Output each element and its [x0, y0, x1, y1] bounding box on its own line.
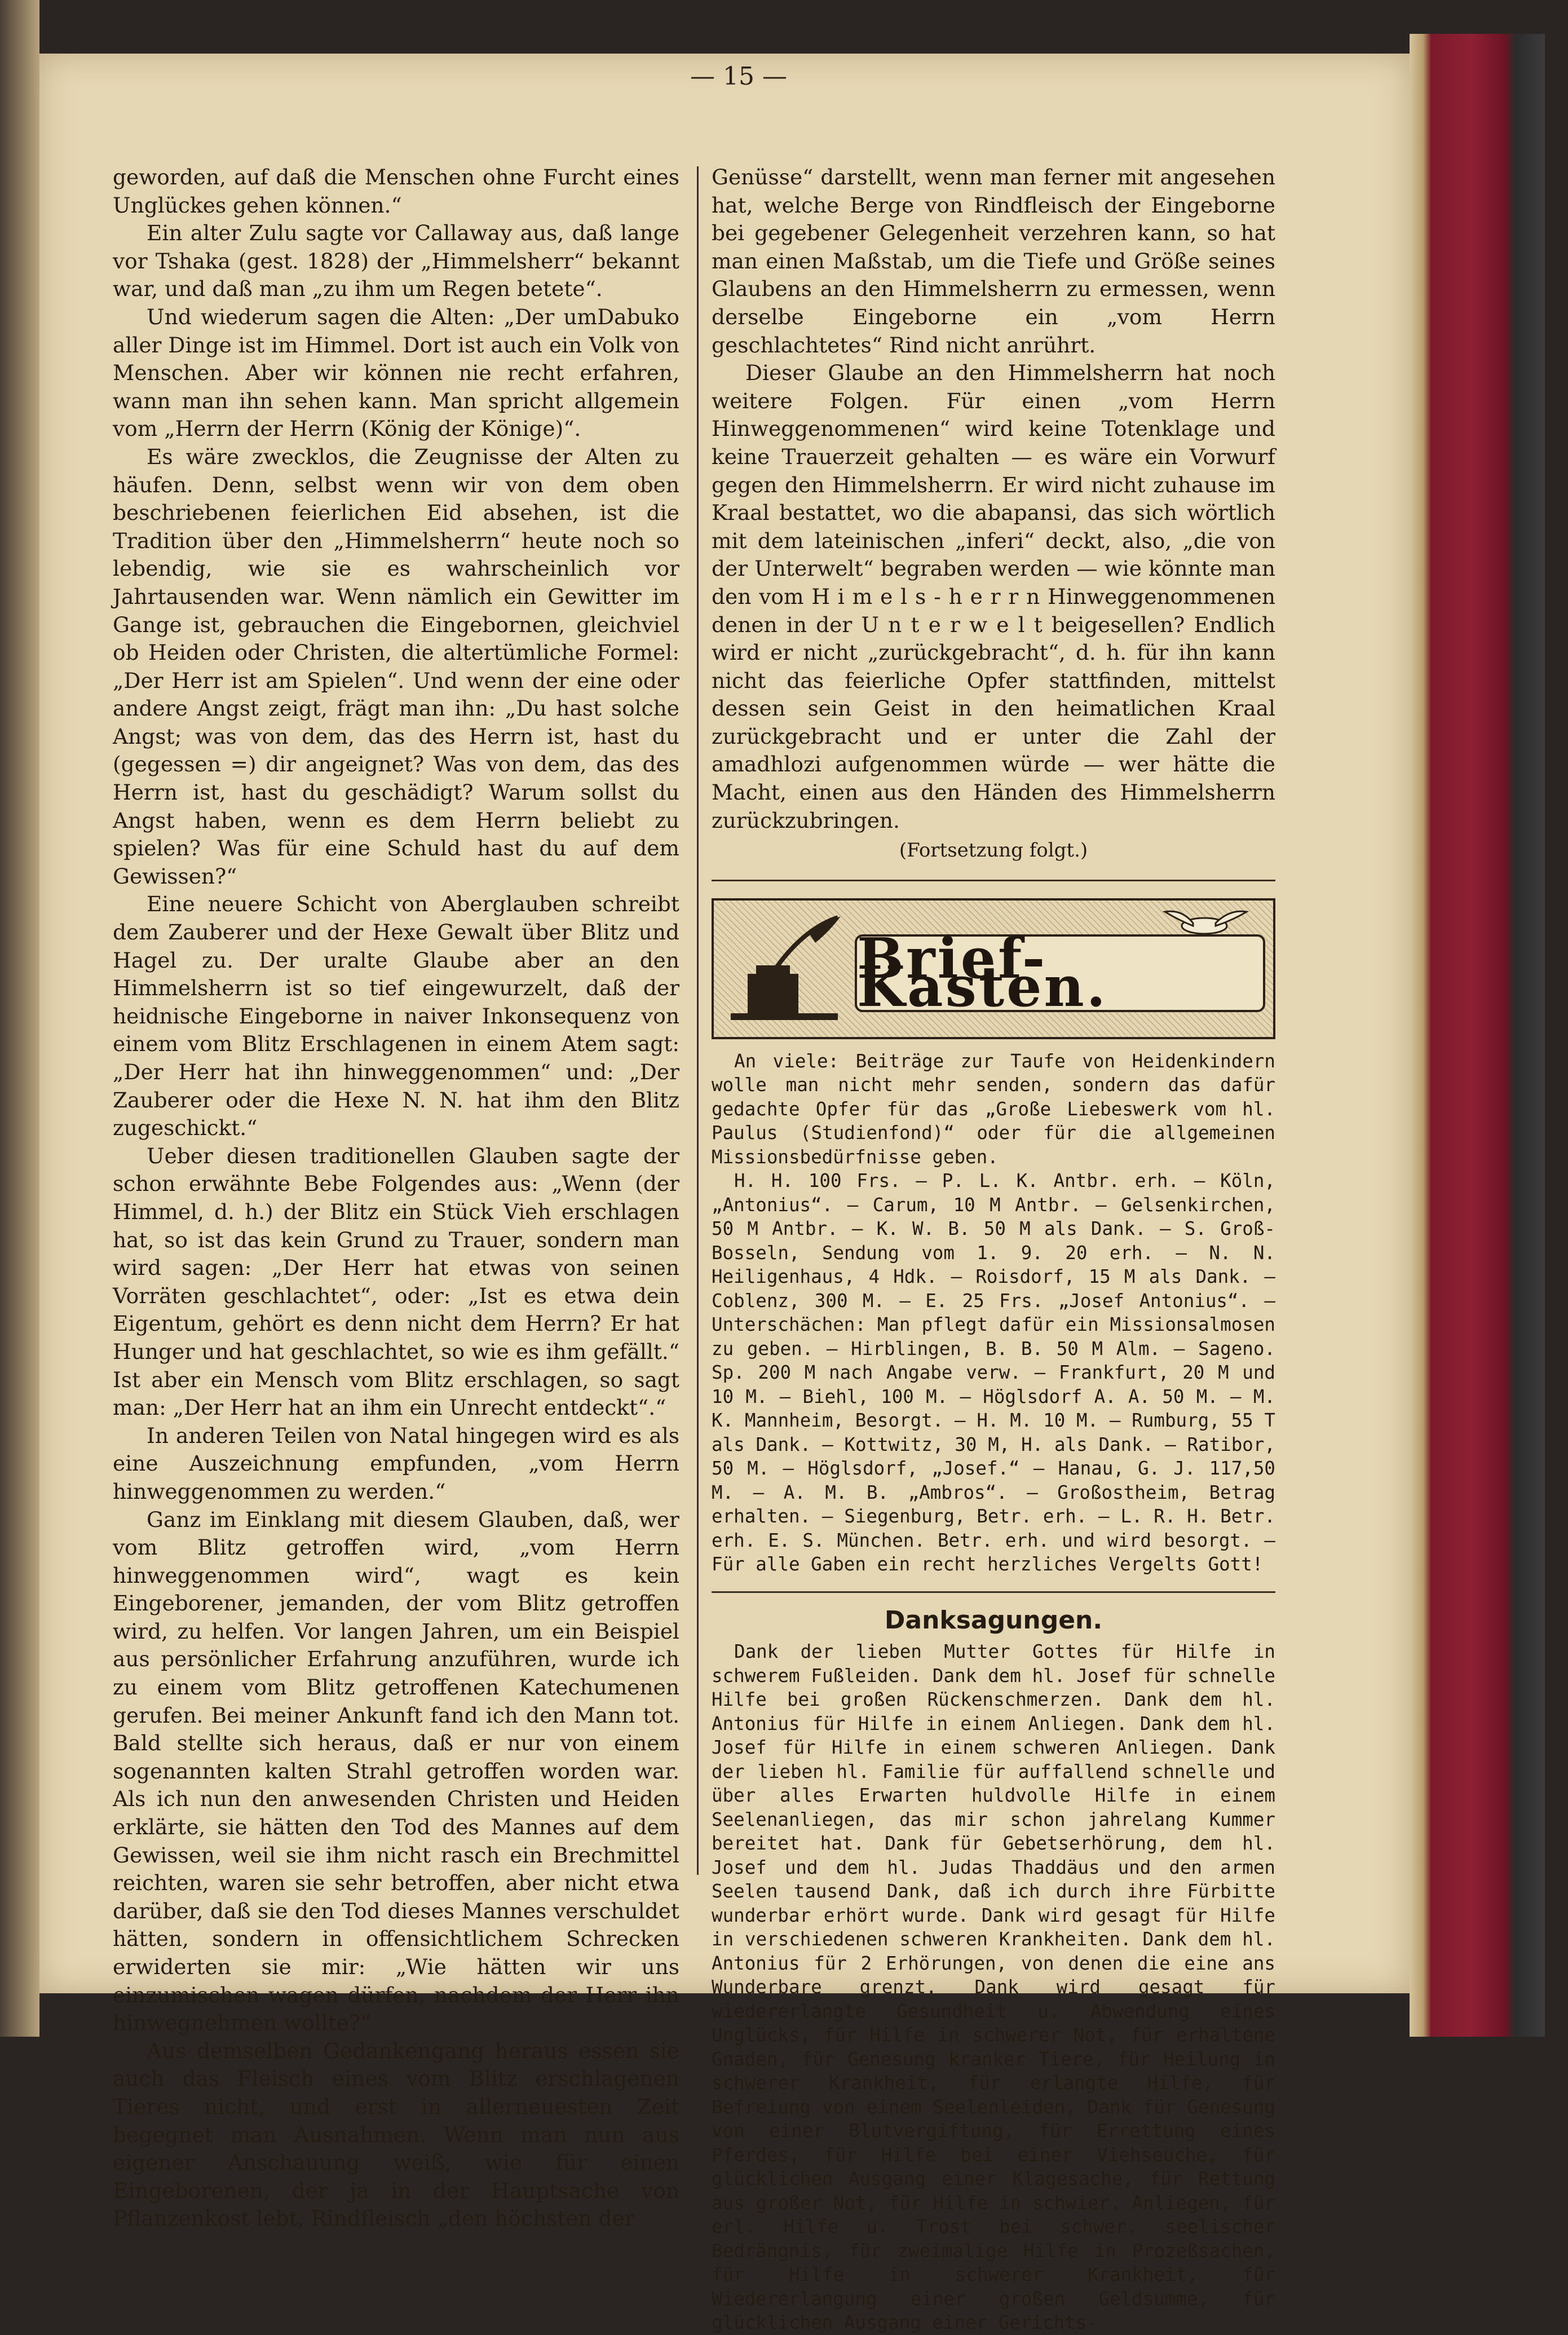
- section-rule: [712, 880, 1275, 881]
- paragraph: Dank der lieben Mutter Gottes für Hilfe in schwerem Fußleiden. Dank dem hl. Josef für schnelle Hilfe bei großen Rückenschmerzen. Dank dem hl. Antonius für Hilfe in einem Anliegen. Dank dem hl. Josef für Hilfe in einem schweren Anliegen. Dank der lieben hl. Familie für auffallend schnelle und über alles Erwarten huldvolle Hilfe in einem Seelenanliegen, das mir schon jahrelang Kummer bereitet hat. Dank für Gebetserhörung, dem hl. Josef und dem hl. Judas Thaddäus und den armen Seelen tausend Dank, daß ich durch ihre Fürbitte wunderbar erhört wurde. Dank wird gesagt für Hilfe in verschiedenen schweren Krankheiten. Dank dem hl. Antonius für 2 Erhörungen, von denen die eine ans Wunderbare grenzt. Dank wird gesagt für wiedererlangte Gesundheit u. Abwendung eines Unglücks, für Hilfe in schwerer Not, für erhaltene Gnaden, für Genesung kranker Tiere, für Heilung in schwerer Krankheit, für erlangte Hilfe, für Befreiung von einem Seelenleiden, Dank für Genesung von einer Blutvergiftung, für Errettung eines Pferdes, für Hilfe bei einer Viehseuche, für glücklichen Ausgang einer Klagesache, für Rettung aus großer Not, für Hilfe in schwier. Anliegen, für erl. Hilfe u. Trost bei schwer. seelischer Bedrängnis, für zweimalige Hilfe in Prozeßsachen, für Hilfe in schwerer Krankheit, für Wiedererlangung einer großen Geldsumme, für glücklichen Ausgang einer Gerichts-: [712, 1641, 1275, 2334]
- column-divider: [697, 166, 699, 1875]
- brief-kasten-banner: [712, 898, 1275, 1039]
- paragraph: Und wiederum sagen die Alten: „Der umDabuko aller Dinge ist im Himmel. Dort ist auch ein Volk von Menschen. Aber wir können nie recht erfahren, wann man ihn sehen kann. Man spricht allgemein vom „Herrn der Herrn (König der Könige)“.: [113, 304, 679, 442]
- danksagungen-title: Danksagungen.: [884, 1605, 1103, 1635]
- left-column: [113, 164, 679, 2233]
- inkwell-quill-icon: [725, 912, 843, 1025]
- brief-kasten-title: Brief-Kasten.: [857, 926, 1108, 1019]
- page-number: — 15 —: [690, 62, 787, 91]
- brief-kasten-section: [712, 1049, 1275, 1577]
- paragraph: Ein alter Zulu sagte vor Callaway aus, daß lange vor Tshaka (gest. 1828) der „Himmelsherr“ bekannt war, und daß man „zu ihm um Regen betete“.: [113, 220, 679, 302]
- paragraph: Genüsse“ darstellt, wenn man ferner mit angesehen hat, welche Berge von Rindfleisch der Eingeborne bei gegebener Gelegenheit verzehren kann, so hat man einen Maßstab, um die Tiefe und Größe seines Glaubens an den Himmelsherrn zu ermessen, wenn derselbe Eingeborne ein „vom Herrn geschlachtetes“ Rind nicht anrührt.: [712, 165, 1275, 357]
- paragraph: Ganz im Einklang mit diesem Glauben, daß, wer vom Blitz getroffen wird, „vom Herrn hinweggenommen wird“, wagt es kein Eingeborener, jemanden, der vom Blitz getroffen wird, zu helfen. Vor langen Jahren, um ein Beispiel aus persönlicher Erfahrung anzuführen, wurde ich zu einem vom Blitz getroffenen Katechumenen gerufen. Bei meiner Ankunft fand ich den Mann tot. Bald stellte sich heraus, daß er nur von einem sogenannten kalten Strahl getroffen worden war. Als ich nun den anwesenden Christen und Heiden erklärte, sie hätten den Tod des Mannes auf dem Gewissen, weil sie ihm nicht rasch ein Brechmittel reichten, waren sie sehr betroffen, aber nicht etwa darüber, daß sie den Tod dieses Mannes verschuldet hätten, sondern in offensichtlichem Schrecken erwiderten sie mir: „Wie hätten wir uns einzumischen wagen dürfen, nachdem der Herr ihn hinwegnehmen wollte?“: [113, 1507, 679, 2036]
- paragraph: Es wäre zwecklos, die Zeugnisse der Alten zu häufen. Denn, selbst wenn wir von dem oben beschriebenen feierlichen Eid absehen, ist die Tradition über den „Himmelsherrn“ heute noch so lebendig, wie sie es wahrscheinlich vor Jahrtausenden war. Wenn nämlich ein Gewitter im Gange ist, gebrauchen die Eingebornen, gleichviel ob Heiden oder Christen, die altertümliche Formel: „Der Herr ist am Spielen“. Und wenn der eine oder andere Angst zeigt, frägt man ihn: „Du hast solche Angst; was von dem, das des Herrn ist, hast du (gegessen =) dir angeignet? Was von dem, das des Herrn ist, hast du geschädigt? Warum sollst du Angst haben, wenn es dem Herrn beliebt zu spielen? Was für eine Schuld hast du auf dem Gewissen?“: [113, 444, 679, 889]
- facing-page-edge: [0, 0, 39, 2037]
- paragraph: Aus demselben Gedankengang heraus essen sie auch das Fleisch eines vom Blitz erschlagenen Tieres nicht, und erst in allerneuesten Zeit begegnet man Ausnahmen. Wenn man nun aus eigener Anschauung weiß, wie für einen Eingeborenen, der ja in der Hauptsache von Pflanzenkost lebt, Rindfleisch „den höchsten der: [113, 2038, 679, 2231]
- banner-scroll: [855, 926, 1265, 1019]
- paragraph: Dieser Glaube an den Himmelsherrn hat noch weitere Folgen. Für einen „vom Herrn Hinweggenommenen“ wird keine Totenklage und keine Trauerzeit gehalten — es wäre ein Vorwurf gegen den Himmelsherrn. Er wird nicht zuhause im Kraal bestattet, wo die abapansi, das sich wörtlich mit dem lateinischen „inferi“ deckt, also, „die von der Unterwelt“ begraben werden — wie könnte man den vom H i m e l s - h e r r n Hinweggenommenen denen in der U n t e r w e l t beigesellen? Endlich wird er nicht „zurückgebracht“, d. h. für ihn kann nicht das feierliche Opfer stattfinden, mittelst dessen sein Geist in den heimatlichen Kraal zurückgebracht und er unter die Zahl der amadhlozi aufgenommen würde — wer hätte die Macht, einen aus den Händen des Himmelsherrn zurückzubringen.: [712, 360, 1275, 833]
- paragraph: Ueber diesen traditionellen Glauben sagte der schon erwähnte Bebe Folgendes aus: „Wenn (der Himmel, d. h.) der Blitz ein Stück Vieh erschlagen hat, so ist das kein Grund zu Trauer, sondern man wird sagen: „Der Herr hat etwas von seinen Vorräten geschlachtet“, oder: „Ist es etwa dein Eigentum, gehört es denn nicht dem Herrn? Er hat Hunger und hat geschlachtet, so wie es ihm gefällt.“ Ist aber ein Mensch vom Blitz erschlagen, so sagt man: „Der Herr hat an ihm ein Unrecht entdeckt“.“: [113, 1143, 679, 1420]
- paragraph: Eine neuere Schicht von Aberglauben schreibt dem Zauberer und der Hexe Gewalt über Blitz und Hagel zu. Der uralte Glaube aber an den Himmelsherrn ist so tief eingewurzelt, daß der heidnische Eingeborne in naiver Inkonsequenz von einem vom Blitz Erschlagenen in einem Atem sagt: „Der Herr hat ihn hinweggenommen“ und: „Der Zauberer oder die Hexe N. N. hat ihm den Blitz zugeschickt.“: [113, 891, 679, 1141]
- paragraph: geworden, auf daß die Menschen ohne Furcht eines Unglückes gehen können.“: [113, 165, 679, 218]
- book-spine: [1410, 34, 1545, 2037]
- paragraph: H. H. 100 Frs. — P. L. K. Antbr. erh. — Köln, „Antonius“. — Carum, 10 M Antbr. — Gelsenkirchen, 50 M Antbr. — K. W. B. 50 M als Dank. — S. Groß-Bosseln, Sendung vom 1. 9. 20 erh. — N. N. Heiligenhaus, 4 Hdk. — Roisdorf, 15 M als Dank. — Coblenz, 300 M. — E. 25 Frs. „Josef Antonius“. — Unterschächen: Man pflegt dafür ein Missionsalmosen zu geben. — Hirblingen, B. B. 50 M Alm. — Sageno. Sp. 200 M nach Angabe verw. — Frankfurt, 20 M und 10 M. — Biehl, 100 M. — Höglsdorf A. A. 50 M. — M. K. Mannheim, Besorgt. — H. M. 10 M. — Rumburg, 55 T als Dank. — Kottwitz, 30 M, H. als Dank. — Ratibor, 50 M. — Höglsdorf, „Josef.“ — Hanau, G. J. 117,50 M. — A. M. B. „Ambros“. — Großostheim, Betrag erhalten. — Siegenburg, Betr. erh. — L. R. H. Betr. erh. E. S. München. Betr. erh. und wird besorgt. — Für alle Gaben ein recht herzliches Vergelts Gott!: [712, 1170, 1275, 1575]
- paragraph: An viele: Beiträge zur Taufe von Heidenkindern wolle man nicht mehr senden, sondern das dafür gedachte Opfer für das „Große Liebeswerk vom hl. Paulus (Studienfond)“ oder für die allgemeinen Missionsbedürfnisse geben.: [712, 1050, 1275, 1168]
- section-rule: [712, 1591, 1275, 1593]
- danksagungen-section: [712, 1640, 1275, 2335]
- continuation-note: (Fortsetzung folgt.): [899, 839, 1088, 862]
- right-column: [712, 164, 1275, 2335]
- paragraph: In anderen Teilen von Natal hingegen wird es als eine Auszeichnung empfunden, „vom Herrn hinweggenommen zu werden.“: [113, 1423, 679, 1504]
